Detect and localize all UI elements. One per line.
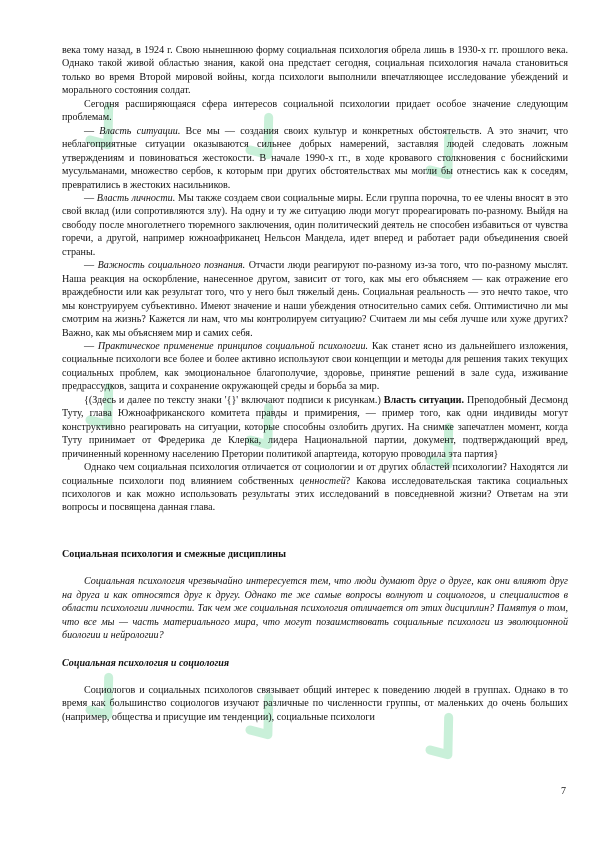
- page-content: [62, 44, 568, 724]
- paragraph-intro: века тому назад, в 1924 г. Свою нынешнюю форму социальная психология обрела лишь в 1930-х гг. прошлого века. Однако такой живой областью знания, какой она предстает сегодня, социальная психология начала становиться только во время Второй мировой войны, когда психологи выполнили впечатляющее исследование убеждений и морального состояния солдат.: [62, 45, 568, 97]
- page-number: 7: [561, 786, 566, 797]
- paragraph-practical-application: [62, 340, 568, 394]
- subsection-heading: Социальная психология и социология: [62, 657, 230, 669]
- closing-emphasis: ценностей: [299, 475, 346, 487]
- paragraph-dash: —: [84, 340, 98, 352]
- term-power-of-person: Власть личности.: [96, 192, 176, 204]
- caption-note: {(Здесь и далее по тексту знаки '{}' включают подписи к рисункам.): [84, 394, 384, 406]
- section-heading: Социальная психология и смежные дисциплины: [62, 548, 286, 560]
- caption-text: Преподобный Десмонд Туту, глава Южноафриканского комитета правды и примирения, — пример того, как одни индивиды могут конструктивно реагировать на ситуации, которые способны озлобить других. На снимке запечатлен момент, когда Туту принимает от Фредерика де Клерка, лидера Национальной партии, документ, подтверждающий вред, причиненный коренному населению Претории политикой апартеида, которую проводила эта партия}: [62, 394, 568, 460]
- caption-title: Власть ситуации.: [383, 394, 464, 406]
- spacer: [62, 670, 568, 684]
- paragraph-text: Как станет ясно из дальнейшего изложения, социальные психологи все более и более активно используют свои концепции и методы для решения таких текущих социальных проблем, как эмоциональное благополучие, здоровье, принятие решений в зале суда, изживание предрассудков, защита и сохранение окружающей среды и борьба за мир.: [62, 340, 569, 393]
- paragraph-closing: [62, 461, 568, 515]
- paragraph-power-of-situation: [62, 125, 568, 192]
- paragraph-sociology: Социологов и социальных психологов связывает общий интерес к поведению людей в группах. Однако в то время как большинство социологов изучают различные по численности группы, от маленьких до очень больших (например, общества и присущие им тенденции), социальные психологи: [62, 685, 568, 723]
- paragraph-text: Все мы — создания своих культур и конкретных обстоятельств. А это значит, что неблагоприятные ситуации оказываются сильнее добрых намерений, заставляя людей следовать ложным утверждениям и повиноваться жестокости. В начале 1990-х гг., в ходе кровавого столкновения с боснийскими мусульманами, множество сербов, к которым при других обстоятельствах мы могли бы отнестись как к соседям, превратились в жестоких насильников.: [62, 125, 568, 191]
- paragraph-text: Отчасти люди реагируют по-разному из-за того, что по-разному мыслят. Наша реакция на оскорбление, нанесенное другом, зависит от того, как мы его объясняем — как отражение его враждебности или как результат того, что у него был тяжелый день. Социальная реальность — это нечто такое, что мы конструируем субъективно. Имеют значение и наши убеждения относительно самих себя. Оптимистично ли мы смотрим на жизнь? Кажется ли нам, что мы контролируем ситуацию? Считаем ли мы себя лучше или хуже других? Важно, как мы объясняем мир и самих себя.: [62, 260, 568, 339]
- spacer: [62, 561, 568, 575]
- spacer: [62, 515, 568, 548]
- term-social-cognition: Важность социального познания.: [97, 260, 246, 272]
- paragraph-problems: Сегодня расширяющаяся сфера интересов социальной психологии придает особое значение следующим проблемам.: [62, 98, 568, 124]
- closing-text-before: Однако чем социальная психология отличается от социологии и от других областей психологии? Находятся ли социальные психологи под влиянием собственных: [62, 462, 568, 487]
- paragraph-text: Мы также создаем свои социальные миры. Если группа порочна, то ее члены вносят в это свой вклад (или сопротивляются злу). На одну и ту же ситуацию люди могут прореагировать по-разному. Выйдя на свободу после многолетнего тюремного заключения, один политический деятель не способен избавиться от чувства горечи, а другой, например южноафриканец Нельсон Мандела, идет вперед и работает ради объединения своей страны.: [62, 192, 568, 258]
- paragraph-power-of-person: [62, 192, 568, 259]
- paragraph-social-cognition: [62, 259, 568, 340]
- paragraph-dash: —: [84, 125, 100, 137]
- figure-caption: [62, 394, 568, 461]
- section-abstract: Социальная психология чрезвычайно интересуется тем, что люди думают друг о друге, как они влияют друг на друга и как относятся друг к другу. Однако те же самые вопросы волнуют и социологов, и специалистов в области психологии личности. Так чем же социальная психология отличается от этих дисциплин? Памятуя о том, что все мы — часть материального мира, что могут позаимствовать социальные психологи из эволюционной биологии и нейрологии?: [62, 576, 568, 642]
- term-power-of-situation: Власть ситуации.: [99, 125, 181, 137]
- term-practical-application: Практическое применение принципов социальной психологии.: [97, 340, 369, 352]
- closing-text-after: ? Какова исследовательская тактика социальных психологов и как можно использовать результаты этих исследований в повседневной жизни? Ответам на эти вопросы и посвящена данная глава.: [62, 475, 569, 514]
- paragraph-dash: —: [84, 260, 98, 272]
- paragraph-dash: —: [84, 192, 97, 204]
- spacer: [62, 643, 568, 657]
